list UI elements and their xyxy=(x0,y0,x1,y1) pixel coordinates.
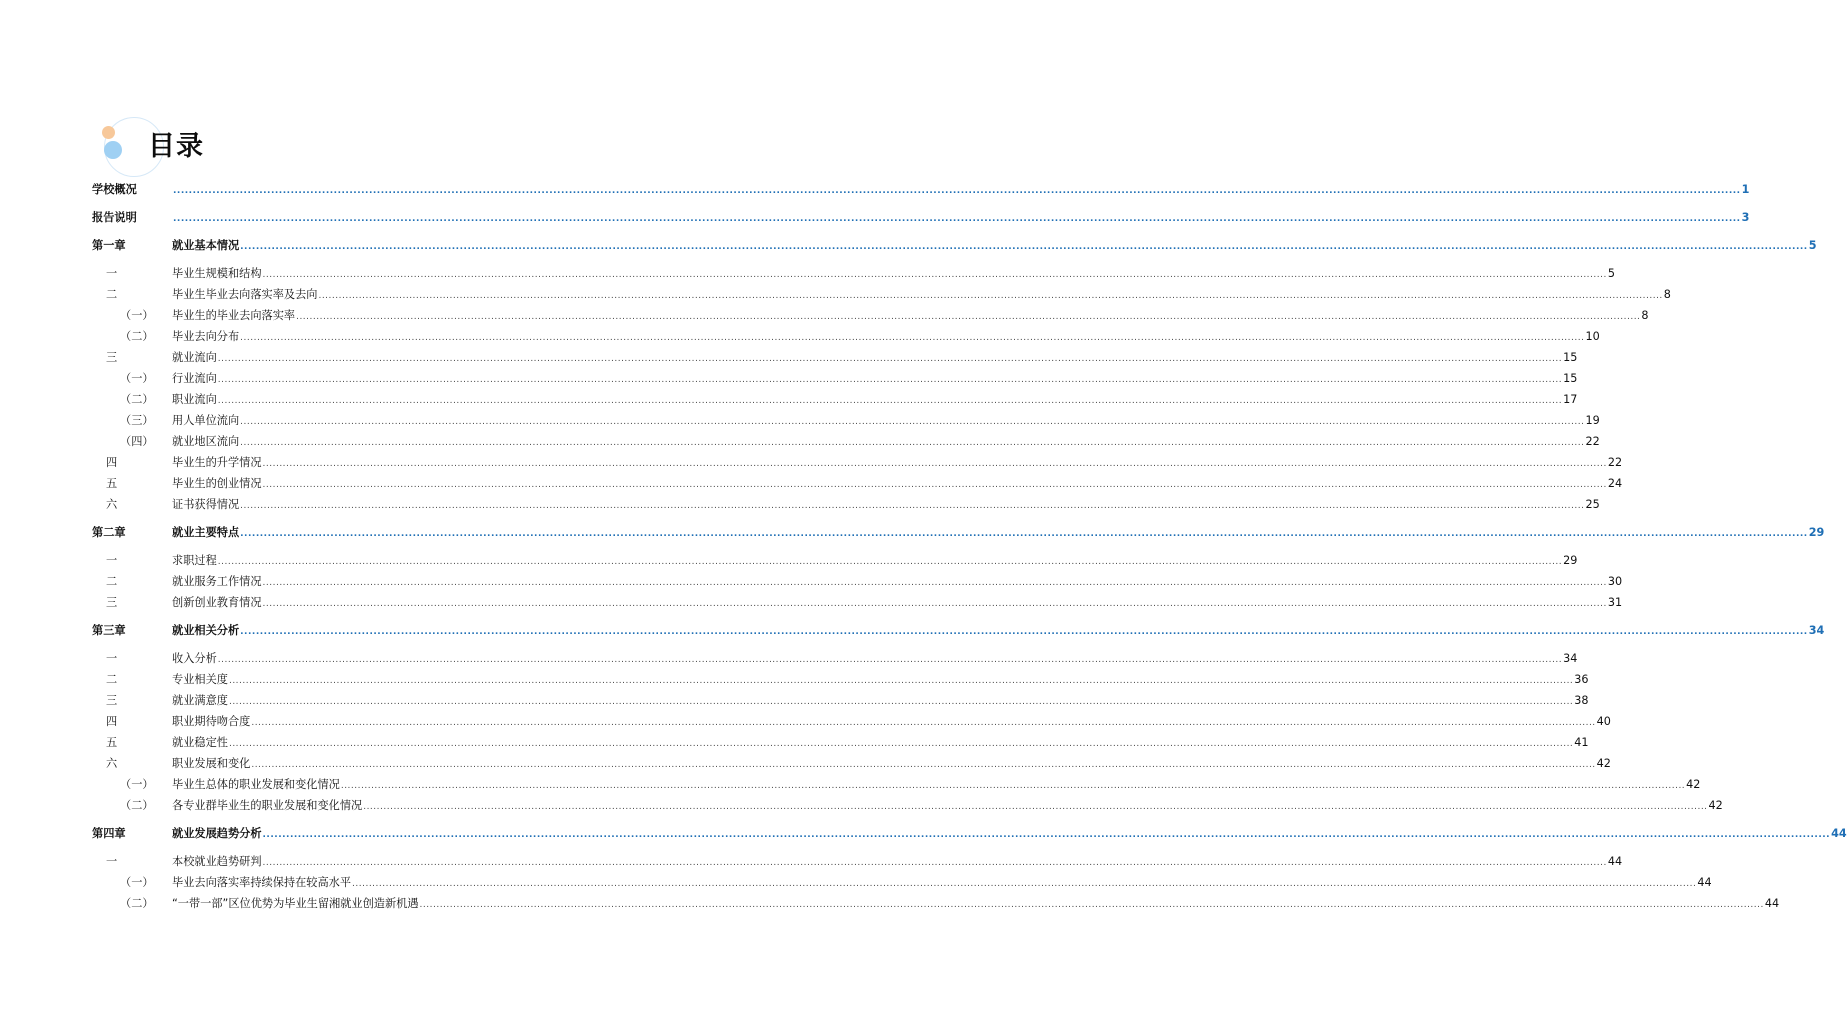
toc-entry-number: （一） xyxy=(120,778,154,791)
toc-entry-body xyxy=(172,733,1589,754)
toc-entry-number: 第三章 xyxy=(92,624,126,637)
toc-entry-number: 三 xyxy=(106,351,118,364)
toc-entry-number: （二） xyxy=(120,897,154,910)
toc-entry-title: “一带一部”区位优势为毕业生留湘就业创造新机遇 xyxy=(172,897,419,910)
toc-entry-body xyxy=(172,572,1623,593)
toc-entry[interactable] xyxy=(92,593,1623,613)
decorative-blue-dot-icon xyxy=(104,141,122,159)
toc-page-number: 3 xyxy=(1741,211,1750,224)
toc-page-number: 22 xyxy=(1585,435,1600,448)
toc-entry-number: 五 xyxy=(106,736,118,749)
toc-page-number: 15 xyxy=(1563,372,1578,385)
toc-page-number: 44 xyxy=(1697,876,1712,889)
toc-entry-number: 三 xyxy=(106,596,118,609)
toc-page-number: 17 xyxy=(1563,393,1578,406)
toc-entry-body xyxy=(172,208,1750,229)
toc-entry-number: 报告说明 xyxy=(92,211,137,224)
toc-dot-leader: ................................................................................................................................................................................................................................................................................................................................................................................................................ xyxy=(262,599,1607,609)
toc-dot-leader: ................................................................................................................................................................................................................................................................................................................................................................................................................ xyxy=(173,186,1741,196)
toc-dot-leader: ................................................................................................................................................................................................................................................................................................................................................................................................................ xyxy=(363,802,1708,812)
toc-entry-body xyxy=(172,390,1578,411)
toc-entry-title: 就业服务工作情况 xyxy=(172,575,262,588)
toc-dot-leader: ................................................................................................................................................................................................................................................................................................................................................................................................................ xyxy=(240,242,1808,252)
toc-entry-body xyxy=(172,180,1750,201)
toc-entry[interactable] xyxy=(92,733,1589,753)
toc-dot-leader: ................................................................................................................................................................................................................................................................................................................................................................................................................ xyxy=(217,354,1563,364)
toc-entry-title: 就业基本情况 xyxy=(172,239,240,252)
toc-page-number: 34 xyxy=(1808,624,1825,637)
toc-entry-body xyxy=(172,474,1623,495)
toc-entry-body xyxy=(172,852,1623,873)
toc-dot-leader: ................................................................................................................................................................................................................................................................................................................................................................................................................ xyxy=(228,676,1574,686)
toc-dot-leader: ................................................................................................................................................................................................................................................................................................................................................................................................................ xyxy=(217,396,1563,406)
toc-entry-title: 毕业生总体的职业发展和变化情况 xyxy=(172,778,340,791)
toc-chapter-entry[interactable] xyxy=(92,236,1817,256)
toc-entry[interactable] xyxy=(92,649,1578,669)
toc-entry[interactable] xyxy=(92,285,1671,305)
toc-entry-title: 就业满意度 xyxy=(172,694,228,707)
toc-entry[interactable] xyxy=(92,390,1578,410)
toc-page-number: 8 xyxy=(1663,288,1671,301)
toc-entry-body xyxy=(172,369,1578,390)
toc-page-number: 36 xyxy=(1574,673,1589,686)
toc-page-number: 10 xyxy=(1585,330,1600,343)
toc-dot-leader: ................................................................................................................................................................................................................................................................................................................................................................................................................ xyxy=(262,858,1607,868)
toc-entry-number: （一） xyxy=(120,372,154,385)
toc-entry-body xyxy=(172,649,1578,670)
toc-dot-leader: ................................................................................................................................................................................................................................................................................................................................................................................................................ xyxy=(340,781,1686,791)
toc-entry-number: 第一章 xyxy=(92,239,126,252)
toc-entry-body xyxy=(172,264,1615,285)
toc-entry-body xyxy=(172,348,1578,369)
toc-entry[interactable] xyxy=(92,432,1600,452)
toc-entry-title: 毕业生的升学情况 xyxy=(172,456,262,469)
toc-page-number: 44 xyxy=(1764,897,1780,910)
toc-entry-number: （二） xyxy=(120,393,154,406)
toc-dot-leader: ................................................................................................................................................................................................................................................................................................................................................................................................................ xyxy=(240,333,1585,343)
toc-chapter-entry[interactable] xyxy=(92,621,1825,641)
toc-page-number: 41 xyxy=(1574,736,1589,749)
toc-dot-leader: ................................................................................................................................................................................................................................................................................................................................................................................................................ xyxy=(262,270,1607,280)
toc-entry-title: 就业主要特点 xyxy=(172,526,240,539)
toc-entry-title: 职业流向 xyxy=(172,393,217,406)
toc-dot-leader: ................................................................................................................................................................................................................................................................................................................................................................................................................ xyxy=(296,312,1641,322)
toc-dot-leader: ................................................................................................................................................................................................................................................................................................................................................................................................................ xyxy=(251,760,1596,770)
toc-entry-title: 毕业去向分布 xyxy=(172,330,240,343)
toc-entry[interactable] xyxy=(92,691,1589,711)
toc-entry-number: 第四章 xyxy=(92,827,126,840)
toc-entry-title: 职业发展和变化 xyxy=(172,757,251,770)
toc-dot-leader: ................................................................................................................................................................................................................................................................................................................................................................................................................ xyxy=(217,557,1563,567)
toc-entry-title: 创新创业教育情况 xyxy=(172,596,262,609)
toc-entry-title: 专业相关度 xyxy=(172,673,228,686)
toc-entry-body xyxy=(172,621,1825,642)
toc-page-number: 38 xyxy=(1574,694,1589,707)
toc-entry-number: （二） xyxy=(120,330,154,343)
toc-chapter-entry[interactable] xyxy=(92,824,1847,844)
toc-entry-title: 毕业生规模和结构 xyxy=(172,267,262,280)
toc-entry-body xyxy=(172,824,1847,845)
toc-entry-body xyxy=(172,432,1600,453)
toc-entry-title: 毕业生的创业情况 xyxy=(172,477,262,490)
toc-dot-leader: ................................................................................................................................................................................................................................................................................................................................................................................................................ xyxy=(318,291,1663,301)
toc-entry-number: 一 xyxy=(106,267,118,280)
toc-dot-leader: ................................................................................................................................................................................................................................................................................................................................................................................................................ xyxy=(173,214,1741,224)
toc-page-number: 1 xyxy=(1741,183,1750,196)
toc-entry-number: 六 xyxy=(106,498,118,511)
toc-entry[interactable] xyxy=(92,852,1623,872)
toc-chapter-entry[interactable] xyxy=(92,523,1825,543)
toc-dot-leader: ................................................................................................................................................................................................................................................................................................................................................................................................................ xyxy=(240,417,1585,427)
toc-entry-title: 就业稳定性 xyxy=(172,736,228,749)
toc-entry-title: 就业流向 xyxy=(172,351,217,364)
toc-dot-leader: ................................................................................................................................................................................................................................................................................................................................................................................................................ xyxy=(228,697,1574,707)
toc-entry-body xyxy=(172,593,1623,614)
toc-entry[interactable] xyxy=(92,348,1578,368)
toc-entry[interactable] xyxy=(92,495,1600,515)
toc-entry-title: 就业发展趋势分析 xyxy=(172,827,262,840)
toc-page-number: 44 xyxy=(1607,855,1623,868)
toc-dot-leader: ................................................................................................................................................................................................................................................................................................................................................................................................................ xyxy=(240,501,1585,511)
toc-page-number: 19 xyxy=(1585,414,1600,427)
toc-entry[interactable] xyxy=(92,670,1589,690)
toc-dot-leader: ................................................................................................................................................................................................................................................................................................................................................................................................................ xyxy=(240,529,1808,539)
toc-entry-body xyxy=(172,523,1825,544)
toc-entry-body xyxy=(172,236,1817,257)
toc-entry-title: 就业相关分析 xyxy=(172,624,240,637)
toc-dot-leader: ................................................................................................................................................................................................................................................................................................................................................................................................................ xyxy=(262,480,1607,490)
toc-entry-number: （四） xyxy=(120,435,154,448)
toc-dot-leader: ................................................................................................................................................................................................................................................................................................................................................................................................................ xyxy=(262,830,1831,840)
toc-entry-title: 证书获得情况 xyxy=(172,498,240,511)
toc-dot-leader: ................................................................................................................................................................................................................................................................................................................................................................................................................ xyxy=(240,438,1585,448)
toc-entry-number: （一） xyxy=(120,876,154,889)
page-title: 目录 xyxy=(148,131,204,162)
toc-entry-number: （三） xyxy=(120,414,154,427)
toc-entry[interactable] xyxy=(92,775,1701,795)
toc-entry-body xyxy=(172,306,1649,327)
toc-page-number: 31 xyxy=(1607,596,1623,609)
toc-entry-number: 四 xyxy=(106,715,118,728)
toc-entry[interactable] xyxy=(92,712,1611,732)
toc-entry-title: 职业期待吻合度 xyxy=(172,715,251,728)
toc-entry[interactable] xyxy=(92,894,1780,914)
toc-entry-number: 一 xyxy=(106,855,118,868)
toc-page-number: 22 xyxy=(1607,456,1623,469)
toc-dot-leader: ................................................................................................................................................................................................................................................................................................................................................................................................................ xyxy=(228,739,1574,749)
toc-entry-number: 二 xyxy=(106,575,118,588)
toc-entry-title: 毕业去向落实率持续保持在较高水平 xyxy=(172,876,352,889)
toc-entry-body xyxy=(172,327,1600,348)
decorative-orange-dot-icon xyxy=(102,126,115,139)
toc-entry-number: 四 xyxy=(106,456,118,469)
toc-entry[interactable] xyxy=(92,411,1600,431)
toc-page-number: 24 xyxy=(1607,477,1623,490)
toc-entry-number: 五 xyxy=(106,477,118,490)
toc-entry-title: 行业流向 xyxy=(172,372,217,385)
toc-entry-number: 三 xyxy=(106,694,118,707)
toc-entry[interactable] xyxy=(92,873,1712,893)
toc-entry-body xyxy=(172,873,1712,894)
toc-entry-title: 收入分析 xyxy=(172,652,217,665)
toc-entry-number: 学校概况 xyxy=(92,183,137,196)
toc-dot-leader: ................................................................................................................................................................................................................................................................................................................................................................................................................ xyxy=(217,655,1563,665)
toc-page-number: 5 xyxy=(1607,267,1615,280)
toc-header xyxy=(96,112,296,182)
toc-page-number: 40 xyxy=(1596,715,1611,728)
toc-entry-title: 用人单位流向 xyxy=(172,414,240,427)
toc-entry-body xyxy=(172,285,1671,306)
toc-page-number: 8 xyxy=(1641,309,1649,322)
toc-entry-number: 六 xyxy=(106,757,118,770)
toc-dot-leader: ................................................................................................................................................................................................................................................................................................................................................................................................................ xyxy=(419,900,1764,910)
toc-entry-body xyxy=(172,453,1623,474)
toc-entry-body xyxy=(172,754,1611,775)
toc-page-number: 29 xyxy=(1563,554,1578,567)
toc-entry-body xyxy=(172,670,1589,691)
toc-entry[interactable] xyxy=(92,796,1723,816)
toc-entry-title: 毕业生毕业去向落实率及去向 xyxy=(172,288,318,301)
toc-entry-number: （二） xyxy=(120,799,154,812)
toc-page-number: 42 xyxy=(1686,778,1701,791)
toc-entry[interactable] xyxy=(92,264,1615,284)
toc-entry-body xyxy=(172,551,1578,572)
toc-page-number: 25 xyxy=(1585,498,1600,511)
toc-page-number: 42 xyxy=(1596,757,1611,770)
toc-entry-body xyxy=(172,691,1589,712)
toc-dot-leader: ................................................................................................................................................................................................................................................................................................................................................................................................................ xyxy=(352,879,1697,889)
toc-entry-title: 就业地区流向 xyxy=(172,435,240,448)
toc-entry-body xyxy=(172,894,1780,915)
toc-entry-body xyxy=(172,495,1600,516)
toc-entry-number: （一） xyxy=(120,309,154,322)
toc-page-number: 42 xyxy=(1708,799,1723,812)
toc-entry-number: 一 xyxy=(106,652,118,665)
toc-entry-title: 求职过程 xyxy=(172,554,217,567)
toc-entry-title: 各专业群毕业生的职业发展和变化情况 xyxy=(172,799,363,812)
toc-dot-leader: ................................................................................................................................................................................................................................................................................................................................................................................................................ xyxy=(251,718,1596,728)
toc-entry[interactable] xyxy=(92,306,1649,326)
toc-entry[interactable] xyxy=(92,327,1600,347)
toc-entry-number: 第二章 xyxy=(92,526,126,539)
toc-page-number: 15 xyxy=(1563,351,1578,364)
toc-entry-body xyxy=(172,796,1723,817)
toc-entry[interactable] xyxy=(92,754,1611,774)
toc-entry[interactable] xyxy=(92,474,1623,494)
toc-entry[interactable] xyxy=(92,369,1578,389)
toc-page-number: 34 xyxy=(1563,652,1578,665)
toc-dot-leader: ................................................................................................................................................................................................................................................................................................................................................................................................................ xyxy=(217,375,1563,385)
toc-entry-body xyxy=(172,712,1611,733)
toc-dot-leader: ................................................................................................................................................................................................................................................................................................................................................................................................................ xyxy=(262,459,1607,469)
toc-entry-number: 二 xyxy=(106,673,118,686)
toc-entry-number: 二 xyxy=(106,288,118,301)
toc-chapter-entry[interactable] xyxy=(92,180,1750,200)
toc-page-number: 29 xyxy=(1808,526,1825,539)
toc-entry-body xyxy=(172,775,1701,796)
toc-entry[interactable] xyxy=(92,453,1623,473)
toc-page-number: 5 xyxy=(1808,239,1817,252)
toc-entry[interactable] xyxy=(92,551,1578,571)
toc-page-number: 30 xyxy=(1607,575,1623,588)
toc-entry-number: 一 xyxy=(106,554,118,567)
toc-entry[interactable] xyxy=(92,572,1623,592)
toc-chapter-entry[interactable] xyxy=(92,208,1750,228)
toc-dot-leader: ................................................................................................................................................................................................................................................................................................................................................................................................................ xyxy=(240,627,1808,637)
toc-entry-body xyxy=(172,411,1600,432)
toc-page-number: 44 xyxy=(1831,827,1847,840)
toc-dot-leader: ................................................................................................................................................................................................................................................................................................................................................................................................................ xyxy=(262,578,1607,588)
toc-entry-title: 毕业生的毕业去向落实率 xyxy=(172,309,296,322)
toc-entry-title: 本校就业趋势研判 xyxy=(172,855,262,868)
